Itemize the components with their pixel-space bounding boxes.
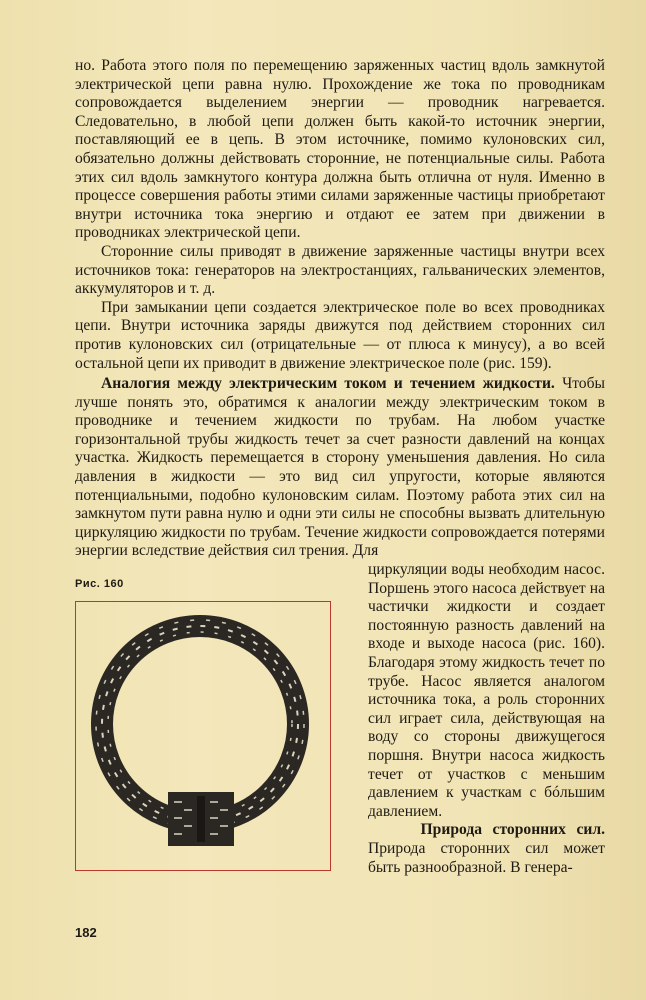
paragraph: но. Работа этого поля по перемещению заряженных частиц вдоль замкнутой электрической цепи равна нулю. Прохождение же тока по проводникам сопровождается выделением энергии — проводник нагревается. Следовательно, в любой цепи должен быть какой-то источник энергии, поставляющий ее в цепь. В этом источнике, помимо кулоновских сил, обязательно должны действовать сторонние, не потенциальные силы. Работа этих сил вдоль замкнутого контура должна быть отлична от нуля. Именно в процессе совершения работы этими силами заряженные частицы приобретают внутри источника тока энергию и отдают ее затем при движении в проводниках электрической цепи. (75, 57, 605, 242)
page-number: 182 (75, 925, 97, 940)
figure-160 (75, 567, 350, 867)
paragraph (75, 375, 605, 561)
paragraph-text: циркуляции воды необходим насос. Поршень этого насоса действует на частички жидкости и создает постоянную разность давлений на входе и выходе насоса (рис. 160). Благодаря этому жидкость течет по трубе. Насос является аналогом источника тока, а роль сторонних сил играет сила, действующая на воду со стороны движущегося поршня. Внутри насоса жидкость течет от участков с меньшим давлением к участкам с бóльшим давлением. (368, 561, 605, 820)
paragraph: Сторонние силы приводят в движение заряженные частицы внутри всех источников тока: генераторов на электростанциях, гальванических элементов, аккумуляторов и т. д. (75, 242, 605, 298)
figure-frame (75, 601, 331, 871)
pipe-loop-icon (76, 602, 330, 870)
paragraph-continued (75, 561, 605, 877)
paragraph-text: Чтобы лучше понять это, обратимся к аналогии между электрическим током в проводнике и течением жидкости по трубам. На любом участке горизонтальной трубы жидкость течет за счет разности давлений на концах участка. Жидкость перемещается в сторону уменьшения давления. Но сила давления в жидкости — это вид сил упругости, которые являются потенциальными, подобно кулоновским силам. Поэтому работа этих сил на замкнутом пути равна нулю и одни эти силы не способны вызвать длительную циркуляцию жидкости по трубам. Течение жидкости сопровождается потерями энергии вследствие действия сил трения. Для (75, 375, 606, 560)
paragraph-text: Природа сторонних сил может быть разнообразной. В генера- (368, 839, 605, 876)
paragraph: При замыкании цепи создается электрическое поле во всех проводниках цепи. Внутри источника заряды движутся под действием сторонних сил против кулоновских сил (отрицательные — от плюса к минусу), а во всей остальной цепи их приводит в движение электрическое поле (рис. 159). (75, 298, 605, 372)
piston (197, 796, 205, 842)
body-text (75, 57, 605, 877)
figure-label: Рис. 160 (75, 578, 124, 591)
section-heading: Аналогия между электрическим током и течением жидкости. (101, 375, 555, 393)
section-heading: Природа сторонних сил. (420, 821, 605, 839)
